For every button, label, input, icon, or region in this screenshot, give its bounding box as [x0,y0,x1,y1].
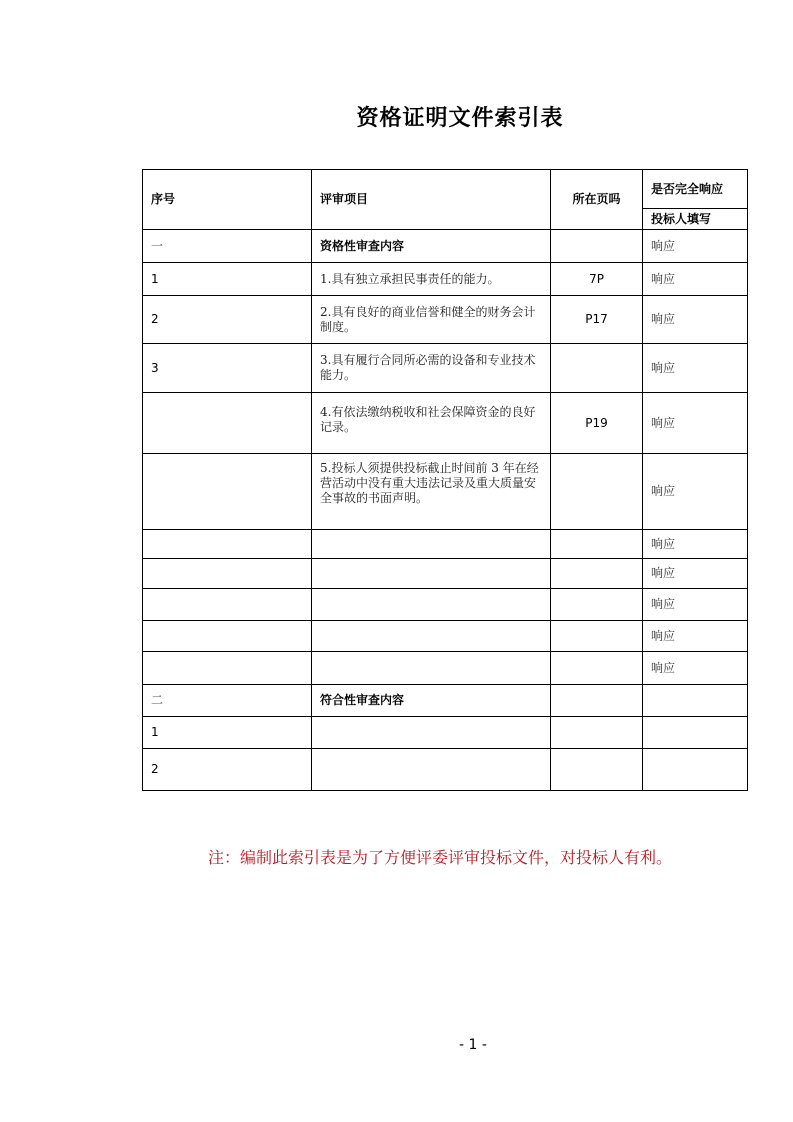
section-seq: 一 [143,230,312,263]
row-item [312,530,551,559]
section-seq: 二 [143,685,312,717]
section-response: 响应 [643,230,748,263]
row-response: 响应 [643,344,748,393]
table-row [143,263,748,296]
row-page: P17 [551,296,643,344]
header-row [143,170,748,209]
table-row [143,559,748,589]
footnote: 注：编制此索引表是为了方便评委评审投标文件，对投标人有利。 [207,848,672,867]
section-response [643,685,748,717]
row-response [643,749,748,791]
row-seq [143,652,312,685]
page-number: - 1 - [459,1037,487,1053]
table-row [143,652,748,685]
row-item: 5.投标人须提供投标截止时间前 3 年在经营活动中没有重大违法记录及重大质量安全事故的书面声明。 [312,454,551,530]
row-item: 1.具有独立承担民事责任的能力。 [312,263,551,296]
row-seq [143,393,312,454]
header-item: 评审项目 [312,170,551,230]
header-response: 是否完全响应 [643,170,748,209]
table-row [143,530,748,559]
row-page [551,749,643,791]
table-row [143,344,748,393]
row-page [551,530,643,559]
row-item [312,652,551,685]
table-row [143,621,748,652]
row-response: 响应 [643,296,748,344]
row-item: 3.具有履行合同所必需的设备和专业技术能力。 [312,344,551,393]
row-item [312,589,551,621]
row-response: 响应 [643,393,748,454]
row-response [643,717,748,749]
row-page [551,589,643,621]
table-row [143,393,748,454]
row-page [551,652,643,685]
section-page [551,230,643,263]
row-seq [143,589,312,621]
row-item [312,621,551,652]
row-response: 响应 [643,589,748,621]
row-page: P19 [551,393,643,454]
row-seq [143,559,312,589]
table-row [143,717,748,749]
row-page: 7P [551,263,643,296]
table-row [143,749,748,791]
row-item: 2.具有良好的商业信誉和健全的财务会计制度。 [312,296,551,344]
row-item [312,749,551,791]
row-response: 响应 [643,621,748,652]
row-response: 响应 [643,530,748,559]
header-bidder-fill: 投标人填写 [643,209,748,230]
row-response: 响应 [643,263,748,296]
row-response: 响应 [643,454,748,530]
page-title: 资格证明文件索引表 [356,106,564,131]
section-row-2 [143,685,748,717]
row-seq: 2 [143,749,312,791]
row-seq [143,621,312,652]
header-seq: 序号 [143,170,312,230]
section-title: 符合性审查内容 [312,685,551,717]
row-response: 响应 [643,559,748,589]
row-response: 响应 [643,652,748,685]
header-page: 所在页吗 [551,170,643,230]
table-row [143,296,748,344]
row-page [551,454,643,530]
section-page [551,685,643,717]
table-row [143,589,748,621]
section-row-1 [143,230,748,263]
row-page [551,559,643,589]
row-page [551,717,643,749]
row-seq [143,530,312,559]
row-seq: 3 [143,344,312,393]
table-row [143,454,748,530]
row-seq: 1 [143,263,312,296]
row-item [312,559,551,589]
row-item: 4.有依法缴纳税收和社会保障资金的良好记录。 [312,393,551,454]
row-seq: 2 [143,296,312,344]
row-page [551,344,643,393]
row-seq: 1 [143,717,312,749]
row-item [312,717,551,749]
row-seq [143,454,312,530]
row-page [551,621,643,652]
section-title: 资格性审查内容 [312,230,551,263]
qualification-index-table [142,169,748,791]
